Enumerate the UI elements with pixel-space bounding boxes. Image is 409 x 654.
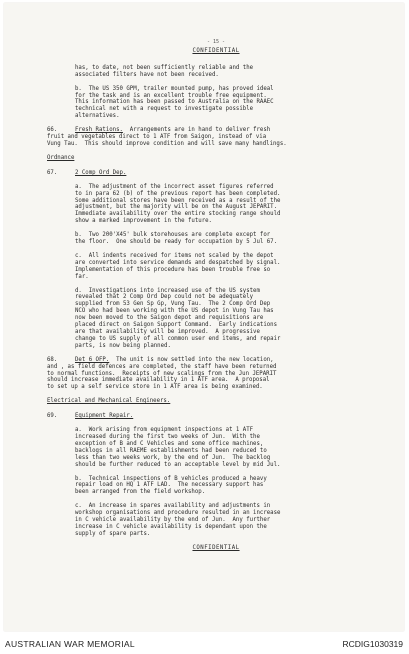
paragraph-68-number: 68.	[47, 356, 58, 363]
pump-paragraph: b. The US 350 GPM, trailer mounted pump, has proved ideal for the task and is an excellent trouble free equipment. This information has been passed to Australia on the RAAEC technical net with a request to investigate possible alternatives.	[75, 85, 274, 120]
section-ordnance: Ordnance	[47, 154, 75, 161]
paragraph-69b: b. Technical inspections of B vehicles produced a heavy repair load on HQ 1 ATF LAD. The necessary support has been arranged from the field workshop.	[75, 475, 267, 496]
page-number: - 15 -	[206, 39, 226, 45]
paragraph-68-title: Det 6 OFP.	[75, 356, 110, 363]
header-classification: CONFIDENTIAL	[192, 47, 240, 54]
paragraph-69-title: Equipment Repair.	[75, 413, 134, 420]
paragraph-68-first-line: The unit is now settled into the new location,	[109, 356, 274, 363]
paragraph-67-title: 2 Comp Ord Dep.	[75, 169, 127, 176]
footer-classification: CONFIDENTIAL	[192, 544, 240, 551]
paragraph-67d: d. Investigations into increased use of the US system revealed that 2 Comp Ord Dep could not be adequately supplied from 53 Gen Sp Gp, Vung Tau. The 2 Comp Ord Dep NCO who had been working with the US depot in Vung Tau has now been moved to the Saigon depot and requisitions are placed direct on Saigon Support Command. Early indications are that availability will be improved. A progressive change to US supply of all common user end items, and repair parts, is now being planned.	[75, 287, 281, 349]
document-page	[4, 3, 404, 631]
paragraph-68	[47, 357, 385, 392]
paragraph-69a: a. Work arising from equipment inspections at 1 ATF increased during the first two weeks of Jun. With the exception of B and C Vehicles and some office machines, backlogs in all RAEME establishments had been reduced to less than two weeks work, by the end of Jun. The backlog should be further reduced to an acceptable level by mid Jul.	[75, 427, 281, 468]
paragraph-66-first-line: Arrangements are in hand to deliver fresh	[122, 127, 271, 134]
footer-record-id: RCDIG1030319	[342, 639, 403, 649]
paragraph-69-number: 69.	[47, 413, 58, 420]
paragraph-67c: c. All indents received for items not scaled by the depot are converted into service demands and despatched by signal. Implementation of this procedure has been trouble free so far.	[75, 252, 281, 280]
paragraph-66-number: 66.	[47, 127, 58, 134]
paragraph-67-number: 67.	[47, 169, 58, 176]
paragraph-69c: c. An increase in spares availability and adjustments in workshop organisations and procedure resulted in an increase in C vehicle availability by the end of Jun. Any further increase in C vehicle availability is dependant upon the supply of spare parts.	[75, 503, 281, 537]
paragraph-69-heading	[47, 413, 385, 420]
intro-paragraph: has, to date, not been sufficiently reliable and the associated filters have not been received.	[75, 64, 254, 78]
paragraph-66-title: Fresh Rations.	[75, 127, 123, 134]
footer-source: AUSTRALIAN WAR MEMORIAL	[5, 639, 135, 649]
typed-text	[47, 39, 385, 562]
paragraph-67b: b. Two 200'X45' bulk storehouses are complete except for the floor. One should be ready for occupation by 5 Jul 67.	[75, 232, 278, 246]
archive-footer	[0, 632, 409, 654]
paragraph-67-heading	[47, 170, 385, 177]
paragraph-68-rest: and , as field defences are completed, the staff have been returned to normal functions. Receipts of new scalings from the Jun JEPARIT should increase immediate availability in 1 ATF area. A proposal to set up a self service store in 1 ATF area is being examined.	[47, 363, 277, 391]
paragraph-66-rest: fruit and vegetables direct to 1 ATF from Saigon, instead of via Vung Tau. This should improve condition and will save many handlings.	[47, 134, 287, 147]
paragraph-67a: a. The adjustment of the incorrect asset figures referred to in para 62 (b) of the previous report has been completed. Some additional stores have been received as a result of the adjustment, but the majority will be on the August JEPARIT. Immediate availability over the entire stocking range should show a marked improvement in the future.	[75, 183, 281, 225]
paragraph-66	[47, 127, 385, 148]
section-eme: Electrical and Mechanical Engineers.	[47, 398, 171, 405]
